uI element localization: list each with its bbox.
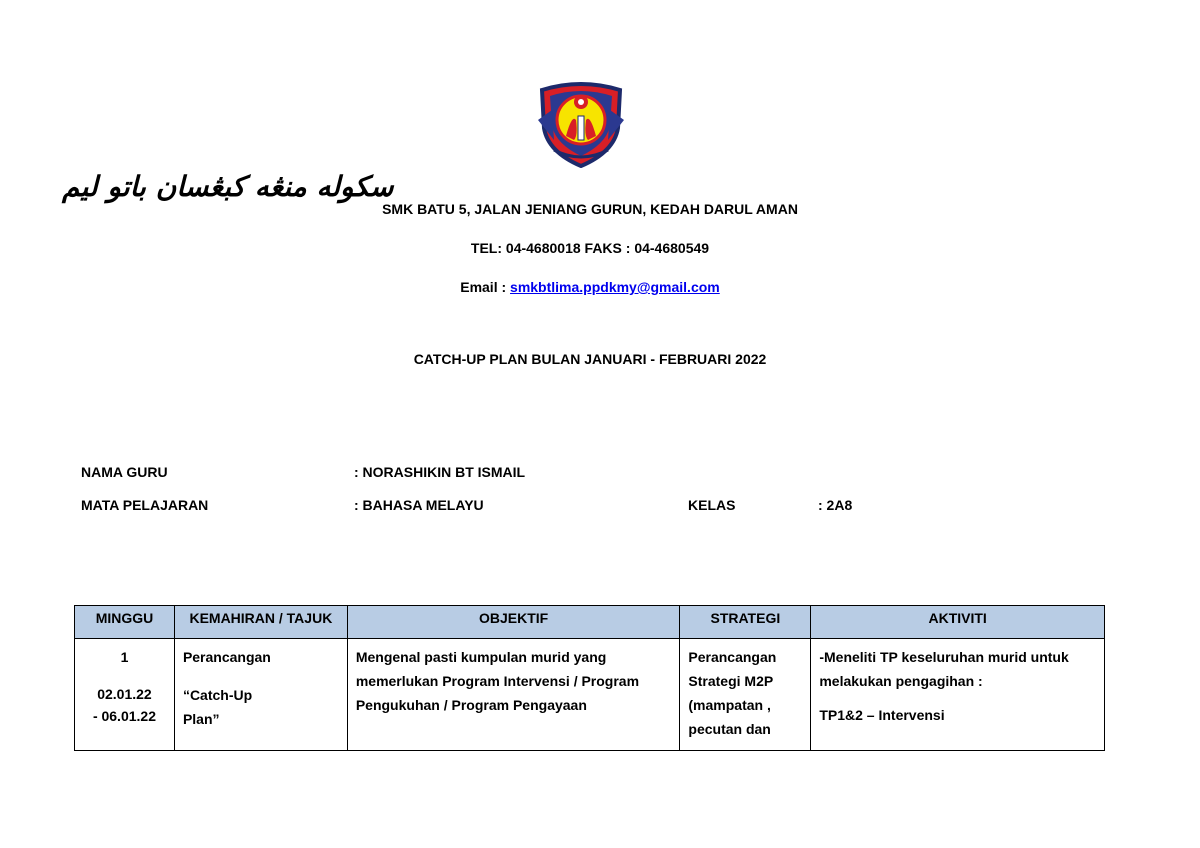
contact-email-line xyxy=(0,279,1190,295)
teacher-value: : NORASHIKIN BT ISMAIL xyxy=(354,464,526,480)
week-number: 1 xyxy=(120,649,129,665)
email-label: Email : xyxy=(460,279,511,295)
contact-phone-fax: TEL: 04-4680018 FAKS : 04-4680549 xyxy=(470,240,710,256)
cell-week xyxy=(75,639,175,751)
date-from: 02.01.22 xyxy=(97,686,152,702)
cell-objective: Mengenal pasti kumpulan murid yang memerlukan Program Intervensi / Program Pengukuhan / Program Pengayaan xyxy=(347,639,680,751)
date-to: - 06.01.22 xyxy=(92,708,156,724)
skill-line-2: “Catch-Up Plan” xyxy=(182,687,253,727)
skill-line-1: Perancangan xyxy=(182,649,271,665)
school-crest-logo xyxy=(536,80,626,168)
cell-strategy: Perancangan Strategi M2P (mampatan , pecutan dan xyxy=(680,639,811,751)
class-label: KELAS xyxy=(688,497,736,513)
catch-up-plan-table xyxy=(74,605,1105,751)
table-row xyxy=(75,639,1105,751)
plan-title: CATCH-UP PLAN BULAN JANUARI - FEBRUARI 2022 xyxy=(413,351,767,367)
col-header-objective: OBJEKTIF xyxy=(347,606,680,639)
school-address: SMK BATU 5, JALAN JENIANG GURUN, KEDAH DARUL AMAN xyxy=(382,201,798,217)
subject-value: : BAHASA MELAYU xyxy=(354,497,484,513)
cell-activity xyxy=(811,639,1105,751)
col-header-activity: AKTIVITI xyxy=(811,606,1105,639)
col-header-skill: KEMAHIRAN / TAJUK xyxy=(174,606,347,639)
cell-skill xyxy=(174,639,347,751)
class-value: : 2A8 xyxy=(818,497,853,513)
col-header-strategy: STRATEGI xyxy=(680,606,811,639)
teacher-label: NAMA GURU xyxy=(81,464,168,480)
activity-line-2: TP1&2 – Intervensi xyxy=(819,707,945,723)
col-header-week: MINGGU xyxy=(75,606,175,639)
table-header-row xyxy=(75,606,1105,639)
jawi-school-name: سکوله منڠه کبڠسان باتو ليم xyxy=(62,170,394,203)
activity-line-1: -Meneliti TP keseluruhan murid untuk melakukan pengagihan : xyxy=(819,649,1069,689)
subject-label: MATA PELAJARAN xyxy=(81,497,209,513)
email-link[interactable]: smkbtlima.ppdkmy@gmail.com xyxy=(510,279,720,295)
